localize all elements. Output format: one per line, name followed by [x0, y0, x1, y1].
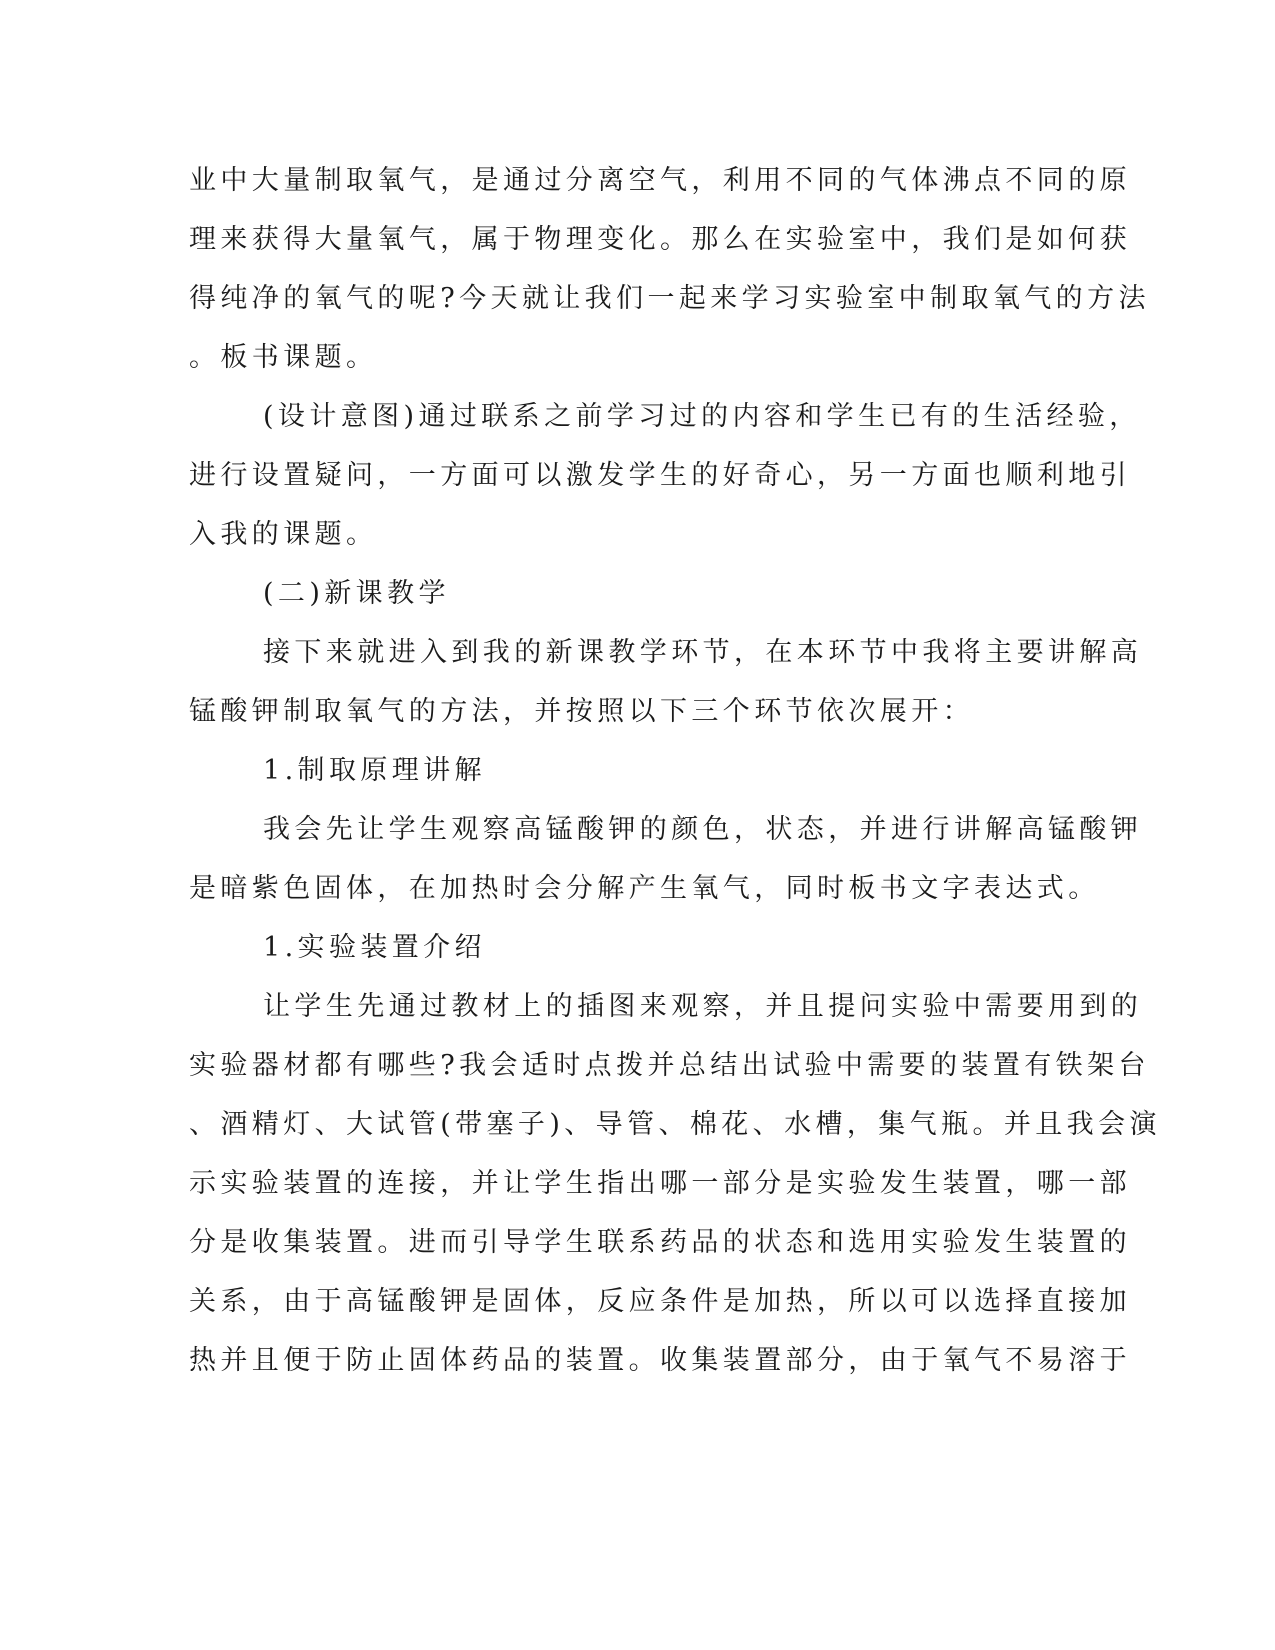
text-line: 得纯净的氧气的呢?今天就让我们一起来学习实验室中制取氧气的方法	[189, 283, 1150, 314]
text-line: 。板书课题。	[189, 342, 378, 373]
paragraph-first-line: 我会先让学生观察高锰酸钾的颜色，状态，并进行讲解高锰酸钾	[263, 814, 1143, 845]
text-line: 示实验装置的连接，并让学生指出哪一部分是实验发生装置，哪一部	[189, 1168, 1131, 1199]
paragraph-first-line: 接下来就进入到我的新课教学环节，在本环节中我将主要讲解高	[263, 637, 1143, 668]
subsection-heading: 1.实验装置介绍	[263, 932, 486, 963]
text-line: 理来获得大量氧气，属于物理变化。那么在实验室中，我们是如何获	[189, 224, 1131, 255]
section-heading: (二)新课教学	[263, 578, 450, 609]
paragraph-first-line: 让学生先通过教材上的插图来观察，并且提问实验中需要用到的	[263, 991, 1143, 1022]
text-line: 实验器材都有哪些?我会适时点拨并总结出试验中需要的装置有铁架台	[189, 1050, 1150, 1081]
paragraph-first-line: (设计意图)通过联系之前学习过的内容和学生已有的生活经验，	[263, 401, 1141, 432]
text-line: 是暗紫色固体，在加热时会分解产生氧气，同时板书文字表达式。	[189, 873, 1100, 904]
subsection-heading: 1.制取原理讲解	[263, 755, 486, 786]
text-line: 热并且便于防止固体药品的装置。收集装置部分，由于氧气不易溶于	[189, 1345, 1131, 1376]
text-line: 进行设置疑问，一方面可以激发学生的好奇心，另一方面也顺利地引	[189, 460, 1131, 491]
text-line: 锰酸钾制取氧气的方法，并按照以下三个环节依次展开：	[189, 696, 974, 727]
text-line: 分是收集装置。进而引导学生联系药品的状态和选用实验发生装置的	[189, 1227, 1131, 1258]
text-line: 、酒精灯、大试管(带塞子)、导管、棉花、水槽，集气瓶。并且我会演	[189, 1109, 1161, 1140]
text-line: 入我的课题。	[189, 519, 378, 550]
text-line: 业中大量制取氧气，是通过分离空气，利用不同的气体沸点不同的原	[189, 165, 1131, 196]
text-line: 关系，由于高锰酸钾是固体，反应条件是加热，所以可以选择直接加	[189, 1286, 1131, 1317]
